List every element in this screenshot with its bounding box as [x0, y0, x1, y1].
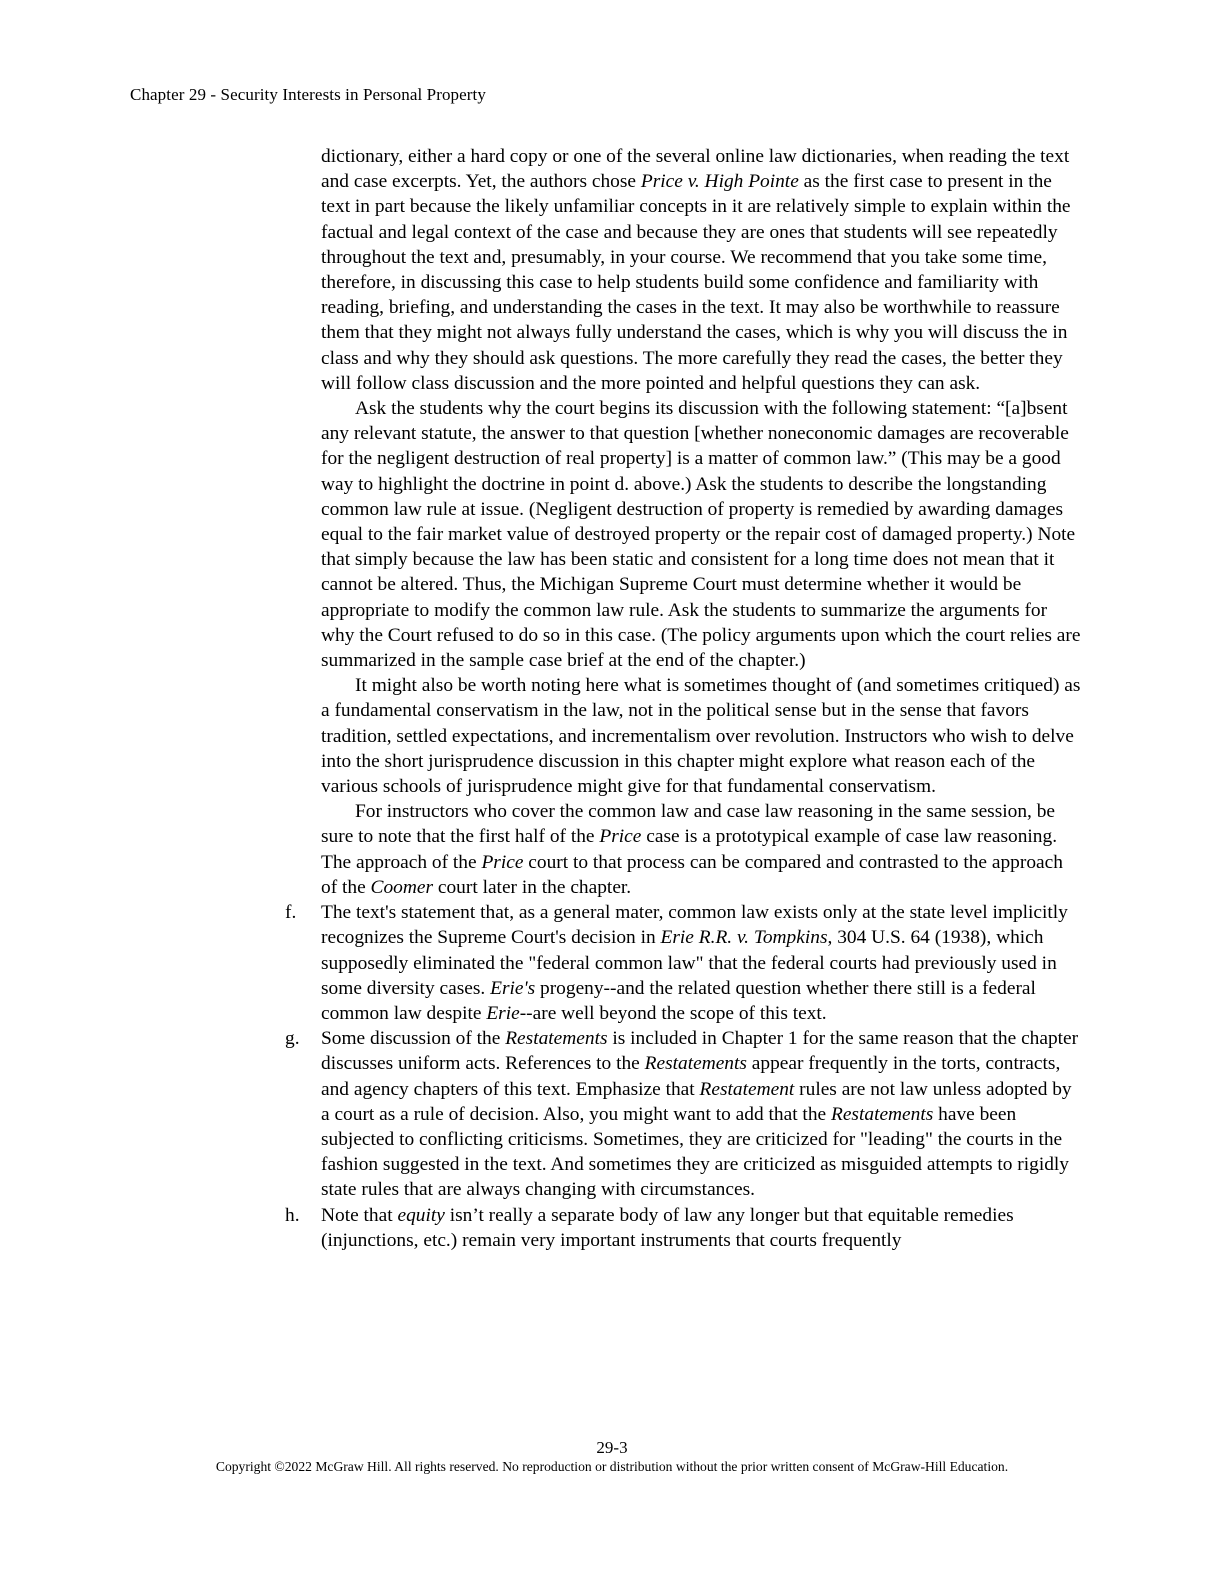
text-run: progeny--and the related question whether there still is a federal common law despite [321, 977, 1036, 1024]
italic-text: Price [599, 826, 642, 848]
text-run: case is a prototypical example of case law reasoning. The approach of the [321, 826, 1058, 873]
list-marker: h. [285, 1204, 300, 1226]
text-run: appear frequently in the torts, contracts, and agency chapters of this text. Emphasize that [321, 1053, 1061, 1100]
text-run: isn’t really a separate body of law any longer but that equitable remedies (injunctions, etc.) remain very important instruments that courts frequently [321, 1204, 1014, 1251]
page-number: 29-3 [596, 1438, 628, 1457]
list-item-text [321, 902, 1068, 1024]
text-run: Ask the students why the court begins its discussion with the following statement: “[a]bsent any relevant statute, the answer to that question [whether noneconomic damages are recoverable for the negligent destruction of real property] is a matter of common law.” (This may be a good way to highlight the doctrine in point d. above.) Ask the students to describe the longstanding common law rule at issue. (Negligent destruction of property is remedied by awarding damages equal to the fair market value of destroyed property or the repair cost of damaged property.) Note that simply because the law has been static and consistent for a long time does not mean that it cannot be altered. Thus, the Michigan Supreme Court must determine whether it would be appropriate to modify the common law rule. Ask the students to summarize the arguments for why the Court refused to do so in this case. (The policy arguments upon which the court relies are summarized in the sample case brief at the end of the chapter.) [321, 398, 1081, 672]
paragraph-court-statement [321, 396, 1081, 673]
italic-text: Price [481, 851, 524, 873]
italic-text: Restatements [830, 1103, 934, 1125]
text-run: court later in the chapter. [433, 876, 632, 898]
document-body [285, 144, 1081, 1253]
text-run: For instructors who cover the common law and case law reasoning in the same session, be sure to note that the first half of the [321, 801, 1056, 848]
italic-text: Erie R.R. v. Tompkins [660, 927, 828, 949]
text-run: Note that [321, 1204, 398, 1226]
text-run: court to that process can be compared and contrasted to the approach of the [321, 851, 1063, 898]
text-run: It might also be worth noting here what is sometimes thought of (and sometimes critiqued) as a fundamental conservatism in the law, not in the political sense but in the sense that favors tradition, settled expectations, and incrementalism over revolution. Instructors who wish to delve into the short jurisprudence discussion in this chapter might explore what reason each of the various schools of jurisprudence might give for that fundamental conservatism. [321, 675, 1081, 798]
italic-text: Price v. High Pointe [640, 171, 799, 193]
text-run: have been subjected to conflicting criticisms. Sometimes, they are criticized for "leading" the courts in the fashion suggested in the text. And sometimes they are criticized as misguided attempts to rigidly state rules that are always changing with circumstances. [321, 1103, 1069, 1201]
paragraph-continued [321, 144, 1081, 396]
italic-text: Erie [486, 1002, 520, 1024]
italic-text: equity [397, 1204, 445, 1226]
list-item-text [321, 1205, 1014, 1251]
list-marker: f. [285, 902, 297, 924]
italic-text: Restatements [505, 1028, 608, 1050]
paragraph-case-law-reasoning [321, 799, 1081, 900]
italic-text: Coomer [370, 876, 434, 898]
running-header: Chapter 29 - Security Interests in Personal Property [130, 85, 486, 104]
text-run: as the first case to present in the text in part because the likely unfamiliar concepts in it are relatively simple to explain within the factual and legal context of the case and because they are ones that students will see repeatedly throughout the text and, presumably, in your course. We recommend that you take some time, therefore, in discussing this case to help students build some confidence and familiarity with reading, briefing, and understanding the cases in the text. It may also be worthwhile to reassure them that they might not always fully understand the cases, which is why you will discuss the in class and why they should ask questions. The more carefully they read the cases, the better they will follow class discussion and the more pointed and helpful questions they can ask. [321, 171, 1071, 394]
list-marker: g. [285, 1028, 300, 1050]
text-run: dictionary, either a hard copy or one of the several online law dictionaries, when reading the text and case excerpts. Yet, the authors chose [321, 146, 1070, 193]
text-run: The text's statement that, as a general mater, common law exists only at the state level implicitly recognizes the Supreme Court's decision in [321, 902, 1068, 949]
text-run: --are well beyond the scope of this text. [519, 1002, 827, 1024]
list-item-text [321, 1028, 1078, 1200]
text-run: is included in Chapter 1 for the same reason that the chapter discusses uniform acts. References to the [321, 1028, 1079, 1075]
italic-text: Erie's [490, 977, 536, 999]
list-item-g [285, 1026, 1081, 1202]
text-run: rules are not law unless adopted by a court as a rule of decision. Also, you might want to add that the [321, 1078, 1072, 1125]
list-item-h [285, 1203, 1081, 1253]
paragraph-conservatism [321, 673, 1081, 799]
text-run: , 304 U.S. 64 (1938), which supposedly eliminated the "federal common law" that the federal courts had previously used in some diversity cases. [321, 927, 1057, 999]
italic-text: Restatement [699, 1078, 795, 1100]
italic-text: Restatements [644, 1053, 747, 1075]
copyright-notice: Copyright ©2022 McGraw Hill. All rights reserved. No reproduction or distribution without the prior written consent of McGraw-Hill Education. [215, 1459, 1009, 1474]
text-run: Some discussion of the [321, 1028, 506, 1050]
list-item-f [285, 900, 1081, 1026]
